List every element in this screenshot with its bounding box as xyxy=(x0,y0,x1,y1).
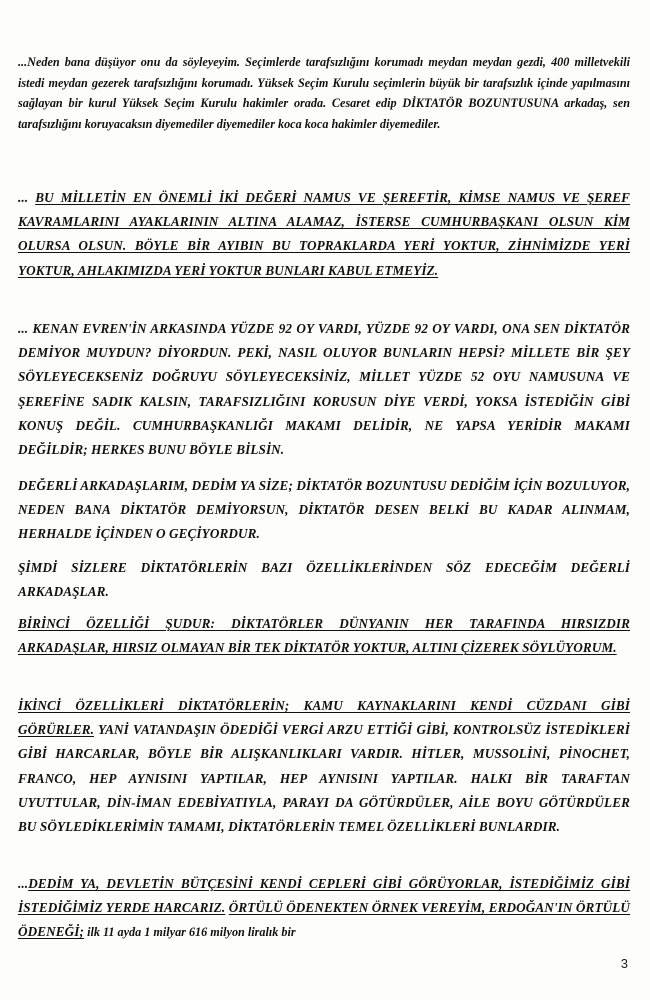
paragraph-ikinci-ozellik xyxy=(18,694,630,839)
paragraph-diktator-bozuntusu: DEĞERLİ ARKADAŞLARIM, DEDİM YA SİZE; DİKTATÖR BOZUNTUSU DEDİĞİM İÇİN BOZULUYOR, NEDEN BANA DİKTATÖR DEMİYORSUN, DİKTATÖR DESEN BELKİ BU KADAR ALINMAM, HERHALDE İÇİNDEN O GEÇİYORDUR. xyxy=(18,478,630,542)
paragraph-body: YANİ VATANDAŞIN ÖDEDİĞİ VERGİ ARZU ETTİĞİ GİBİ, KONTROLSÜZ İSTEDİKLERİ GİBİ HARCARLAR, BÖYLE BİR ALIŞKANLIKLARI VARDIR. HİTLER, MUSSOLİNİ, PİNOCHET, FRANCO, HEP AYNISINI YAPTILAR, HEP AYNISINI YAPTILAR. HALKI BİR TARAFTAN UYUTTULAR, DİN-İMAN EDEBİYATIYLA, PARAYI DA GÖTÜRDÜLER, AİLE BOYU GÖTÜRDÜLER BU SÖYLEDİKLERİMİN TAMAMI, DİKTATÖRLERİN TEMEL ÖZELLİKLERİ BUNLARDIR. xyxy=(18,722,630,835)
paragraph-intro: ...Neden bana düşüyor onu da söyleyeyim. Seçimlerde tarafsızlığını korumadı meydan meydan gezdi, 400 milletvekili istedi meydan gezerek tarafsızlığını korumadı. Yüksek Seçim Kurulu seçimlerin büyük bir tarafsızlık içinde yapılmasını sağlayan bir kurul Yüksek Seçim Kurulu hakimler orada. Cesaret edip DİKTATÖR BOZUNTUSUNA arkadaş, sen tarafsızlığını koruyacaksın diyemediler diyemediler koca koca hakimler diyemediler. xyxy=(18,55,630,131)
underlined-text: BU MİLLETİN EN ÖNEMLİ İKİ DEĞERİ NAMUS VE ŞEREFTİR, KİMSE NAMUS VE ŞEREF KAVRAMLARINI AYAKLARININ ALTINA ALAMAZ, İSTERSE CUMHURBAŞKANI OLSUN KİM OLURSA OLSUN. BÖYLE BİR AYIBIN BU TOPRAKLARDA YERİ YOKTUR, ZİHNİMİZDE YERİ YOKTUR, AHLAKIMIZDA YERİ YOKTUR BUNLARI KABUL ETMEYİZ. xyxy=(18,190,630,278)
paragraph-kenan-evren: ... KENAN EVREN'İN ARKASINDA YÜZDE 92 OY VARDI, YÜZDE 92 OY VARDI, ONA SEN DİKTATÖR DEMİYOR MUYDUN? DİYORDUN. PEKİ, NASIL OLUYOR BUNLARIN HEPSİ? MİLLETE BİR ŞEY SÖYLEYECEKSENİZ DOĞRUYU SÖYLEYECEKSİNİZ, MİLLET YÜZDE 52 OYU NAMUSUNA VE ŞEREFİNE SADIK KALSIN, TARAFSIZLIĞINI KORUSUN DİYE VERDİ, YOKSA İSTEDİĞİN GİBİ KONUŞ DEĞİL. CUMHURBAŞKANLIĞI MAKAMI DELİDİR, NE YAPSA YERİDİR MAKAMI DEĞİLDİR; HERKES BUNU BÖYLE BİLSİN. xyxy=(18,321,630,458)
underlined-text: ÖRTÜLÜ ÖDENEKTEN ÖRNEK VEREYİM, ERDOĞAN'IN ÖRTÜLÜ ÖDENEĞİ; xyxy=(18,900,631,940)
paragraph-ortulu-odenek xyxy=(18,872,630,945)
paragraph-lead: ... xyxy=(18,190,36,205)
underlined-text: DEDİM YA, DEVLETİN BÜTÇESİNİ KENDİ CEPLERİ GİBİ GÖRÜYORLAR, İSTEDİĞİMİZ GİBİ İSTEDİĞİMİZ YERDE HARCARIZ. xyxy=(18,876,630,916)
underlined-text: BİRİNCİ ÖZELLİĞİ ŞUDUR: DİKTATÖRLER DÜNYANIN HER TARAFINDA HIRSIZDIR ARKADAŞLAR, HIRSIZ OLMAYAN BİR TEK DİKTATÖR YOKTUR, ALTINI ÇİZEREK SÖYLÜYORUM. xyxy=(18,616,630,656)
paragraph-ozellikler-intro: ŞİMDİ SİZLERE DİKTATÖRLERİN BAZI ÖZELLİKLERİNDEN SÖZ EDECEĞİM DEĞERLİ ARKADAŞLAR. xyxy=(18,560,630,600)
page-number: 3 xyxy=(620,956,628,971)
paragraph-birinci-ozellik xyxy=(18,612,630,660)
paragraph-tail: ilk 11 ayda 1 milyar 616 milyon liralık bir xyxy=(84,925,296,940)
paragraph-namus-seref xyxy=(18,186,630,283)
paragraph-lead: ... xyxy=(18,876,29,891)
underlined-text: İKİNCİ ÖZELLİKLERİ DİKTATÖRLERİN; KAMU KAYNAKLARINI KENDİ CÜZDANI GİBİ GÖRÜRLER. xyxy=(18,698,630,738)
